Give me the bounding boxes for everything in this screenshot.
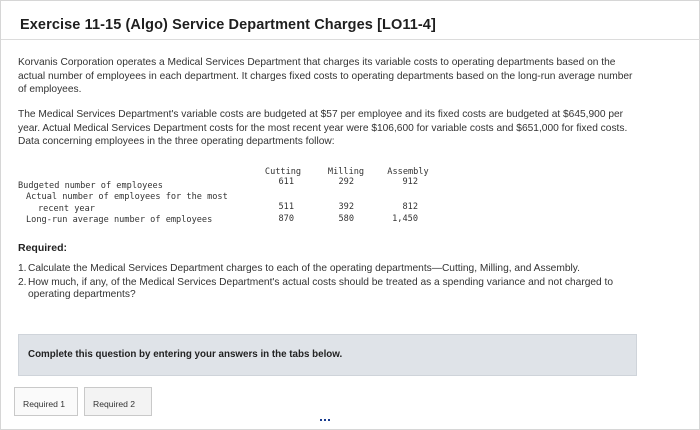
- required-item-text: Calculate the Medical Services Department charges to each of the operating departments—Cutting, Milling, and Assembly.: [28, 263, 580, 274]
- required-item-2: [18, 277, 648, 302]
- title-divider: [1, 39, 700, 40]
- cell-budgeted-cutting: 611: [278, 177, 294, 187]
- row-label-actual-line1: Actual number of employees for the most: [26, 192, 228, 202]
- required-heading: Required:: [18, 242, 68, 254]
- required-item-number: 2.: [18, 276, 27, 288]
- tab-required-1[interactable]: Required 1: [14, 387, 78, 416]
- instruction-text: Complete this question by entering your answers in the tabs below.: [28, 349, 343, 360]
- intro-paragraph-2: The Medical Services Department's variable costs are budgeted at $57 per employee and its fixed costs are budgeted at $645,900 per year. Actual Medical Services Department costs for the most recent year were $106,600 for variable costs and $651,000 for fixed costs. Data concerning employees in the three operating departments follow:: [18, 109, 628, 147]
- row-label-budgeted: Budgeted number of employees: [18, 181, 163, 191]
- cell-budgeted-assembly: 912: [402, 177, 418, 187]
- row-label-longrun: Long-run average number of employees: [26, 215, 213, 225]
- required-item-1: [18, 263, 648, 276]
- required-item-text: How much, if any, of the Medical Services Department's actual costs should be treated as a spending variance and not charged to operating departments?: [28, 276, 614, 300]
- row-label-actual-line2: recent year: [38, 204, 95, 214]
- cell-longrun-cutting: 870: [278, 214, 294, 224]
- column-header-cutting: Cutting: [264, 167, 302, 177]
- required-list: [18, 263, 648, 303]
- tab-required-2[interactable]: Required 2: [84, 387, 152, 416]
- instruction-banner: [18, 334, 637, 376]
- intro-paragraph-1: Korvanis Corporation operates a Medical Services Department that charges its variable costs to operating departments based on the actual number of employees in each department. It charges fixed costs to operating departments based on the long-run average number of employees.: [18, 57, 633, 95]
- required-item-number: 1.: [18, 263, 27, 274]
- cell-longrun-assembly: 1,450: [392, 214, 418, 224]
- cell-budgeted-milling: 292: [338, 177, 354, 187]
- cell-longrun-milling: 580: [338, 214, 354, 224]
- page-title: Exercise 11-15 (Algo) Service Department Charges [LO11-4]: [20, 17, 436, 33]
- column-header-milling: Milling: [327, 167, 365, 177]
- ellipsis-icon[interactable]: [320, 417, 334, 423]
- cell-actual-assembly: 812: [402, 202, 418, 212]
- cell-actual-milling: 392: [338, 202, 354, 212]
- cell-actual-cutting: 511: [278, 202, 294, 212]
- column-header-assembly: Assembly: [387, 167, 429, 177]
